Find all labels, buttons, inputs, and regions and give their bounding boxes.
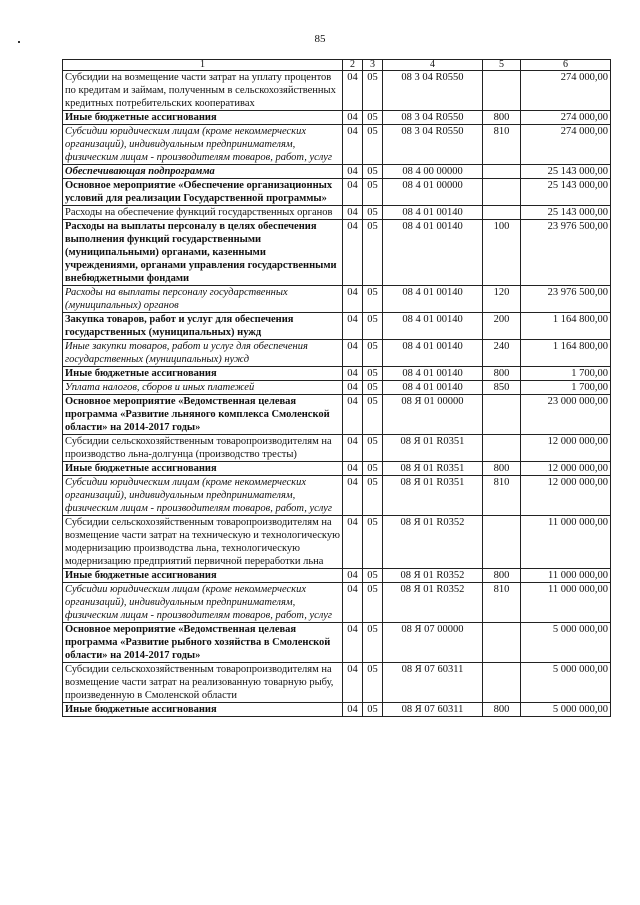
cell-amount: 5 000 000,00 (521, 663, 611, 703)
cell-row-name: Расходы на выплаты персоналу в целях обеспечения выполнения функций государственными (муниципальными) органами, казенными учреждениями, органами управления государственными внебюджетными фондами (63, 220, 343, 286)
cell-row-name: Иные бюджетные ассигнования (63, 111, 343, 125)
cell-code-subsection: 05 (363, 179, 383, 206)
cell-amount: 1 700,00 (521, 367, 611, 381)
cell-amount: 274 000,00 (521, 71, 611, 111)
cell-code-section: 04 (343, 435, 363, 462)
cell-code-section: 04 (343, 476, 363, 516)
table-row (63, 71, 611, 111)
cell-amount: 11 000 000,00 (521, 583, 611, 623)
cell-code-expense-type (483, 71, 521, 111)
cell-row-name: Иные закупки товаров, работ и услуг для обеспечения государственных (муниципальных) нужд (63, 340, 343, 367)
cell-code-expense-type (483, 206, 521, 220)
cell-row-name: Основное мероприятие «Обеспечение организационных условий для реализации Государственной программы» (63, 179, 343, 206)
cell-amount: 25 143 000,00 (521, 165, 611, 179)
cell-code-subsection: 05 (363, 583, 383, 623)
table-row (63, 583, 611, 623)
cell-code-section: 04 (343, 462, 363, 476)
cell-code-section: 04 (343, 623, 363, 663)
cell-code-expense-type: 800 (483, 462, 521, 476)
cell-code-expense-type (483, 165, 521, 179)
cell-amount: 12 000 000,00 (521, 462, 611, 476)
cell-code-expense-type (483, 179, 521, 206)
table-row (63, 220, 611, 286)
cell-code-section: 04 (343, 516, 363, 569)
cell-code-subsection: 05 (363, 125, 383, 165)
cell-code-section: 04 (343, 111, 363, 125)
cell-code-subsection: 05 (363, 623, 383, 663)
header-cell: 2 (343, 60, 363, 71)
cell-amount: 23 000 000,00 (521, 395, 611, 435)
cell-row-name: Субсидии сельскохозяйственным товаропроизводителям на возмещение части затрат на техническую и технологическую модернизацию производства льна, технологическую модернизацию предприятий первичной переработки льна (63, 516, 343, 569)
cell-code-section: 04 (343, 313, 363, 340)
cell-code-expense-type (483, 395, 521, 435)
cell-code-target: 08 Я 01 R0352 (383, 583, 483, 623)
cell-code-expense-type (483, 623, 521, 663)
cell-code-expense-type: 200 (483, 313, 521, 340)
cell-amount: 5 000 000,00 (521, 703, 611, 717)
cell-row-name: Иные бюджетные ассигнования (63, 367, 343, 381)
cell-code-section: 04 (343, 367, 363, 381)
cell-amount: 12 000 000,00 (521, 435, 611, 462)
cell-code-expense-type: 850 (483, 381, 521, 395)
cell-amount: 274 000,00 (521, 125, 611, 165)
table-row (63, 569, 611, 583)
cell-code-expense-type: 800 (483, 703, 521, 717)
cell-row-name: Закупка товаров, работ и услуг для обеспечения государственных (муниципальных) нужд (63, 313, 343, 340)
cell-code-section: 04 (343, 220, 363, 286)
cell-code-section: 04 (343, 340, 363, 367)
cell-amount: 25 143 000,00 (521, 179, 611, 206)
cell-code-target: 08 Я 01 R0352 (383, 569, 483, 583)
cell-code-subsection: 05 (363, 435, 383, 462)
cell-code-expense-type (483, 435, 521, 462)
cell-code-target: 08 4 01 00140 (383, 381, 483, 395)
table-row (63, 516, 611, 569)
cell-code-section: 04 (343, 569, 363, 583)
cell-amount: 25 143 000,00 (521, 206, 611, 220)
table-row (63, 462, 611, 476)
cell-code-target: 08 Я 01 00000 (383, 395, 483, 435)
header-cell: 4 (383, 60, 483, 71)
cell-code-target: 08 4 01 00140 (383, 340, 483, 367)
table-row (63, 125, 611, 165)
cell-code-expense-type: 810 (483, 125, 521, 165)
cell-code-subsection: 05 (363, 381, 383, 395)
cell-amount: 12 000 000,00 (521, 476, 611, 516)
cell-code-subsection: 05 (363, 340, 383, 367)
table-row (63, 179, 611, 206)
cell-code-target: 08 3 04 R0550 (383, 125, 483, 165)
cell-code-target: 08 Я 01 R0351 (383, 435, 483, 462)
cell-code-subsection: 05 (363, 206, 383, 220)
cell-row-name: Субсидии юридическим лицам (кроме некоммерческих организаций), индивидуальным предпринимателям, физическим лицам - производителям товаров, работ, услуг (63, 476, 343, 516)
cell-code-subsection: 05 (363, 462, 383, 476)
cell-code-target: 08 4 01 00140 (383, 220, 483, 286)
cell-row-name: Расходы на выплаты персоналу государственных (муниципальных) органов (63, 286, 343, 313)
cell-code-target: 08 Я 07 60311 (383, 703, 483, 717)
table-row (63, 206, 611, 220)
cell-row-name: Иные бюджетные ассигнования (63, 703, 343, 717)
table-row (63, 381, 611, 395)
cell-amount: 11 000 000,00 (521, 569, 611, 583)
cell-amount: 1 700,00 (521, 381, 611, 395)
cell-amount: 1 164 800,00 (521, 313, 611, 340)
cell-code-target: 08 3 04 R0550 (383, 71, 483, 111)
cell-code-subsection: 05 (363, 367, 383, 381)
cell-code-expense-type: 800 (483, 367, 521, 381)
cell-amount: 5 000 000,00 (521, 623, 611, 663)
cell-amount: 23 976 500,00 (521, 286, 611, 313)
table-row (63, 313, 611, 340)
table-row (63, 476, 611, 516)
cell-code-expense-type (483, 516, 521, 569)
cell-row-name: Основное мероприятие «Ведомственная целевая программа «Развитие рыбного хозяйства в Смоленской области» на 2014-2017 годы» (63, 623, 343, 663)
cell-row-name: Обеспечивающая подпрограмма (63, 165, 343, 179)
cell-code-expense-type: 100 (483, 220, 521, 286)
header-cell: 6 (521, 60, 611, 71)
cell-row-name: Субсидии юридическим лицам (кроме некоммерческих организаций), индивидуальным предпринимателям, физическим лицам - производителям товаров, работ, услуг (63, 125, 343, 165)
header-cell: 1 (63, 60, 343, 71)
cell-code-target: 08 Я 07 60311 (383, 663, 483, 703)
cell-code-target: 08 4 00 00000 (383, 165, 483, 179)
cell-code-subsection: 05 (363, 476, 383, 516)
cell-code-subsection: 05 (363, 313, 383, 340)
cell-code-expense-type: 240 (483, 340, 521, 367)
cell-code-section: 04 (343, 179, 363, 206)
cell-amount: 11 000 000,00 (521, 516, 611, 569)
cell-amount: 1 164 800,00 (521, 340, 611, 367)
cell-code-subsection: 05 (363, 516, 383, 569)
cell-code-section: 04 (343, 381, 363, 395)
cell-code-section: 04 (343, 206, 363, 220)
cell-code-target: 08 3 04 R0550 (383, 111, 483, 125)
table-row (63, 703, 611, 717)
budget-table (62, 59, 611, 717)
cell-code-expense-type (483, 663, 521, 703)
table-row (63, 165, 611, 179)
cell-code-target: 08 4 01 00140 (383, 367, 483, 381)
cell-code-section: 04 (343, 286, 363, 313)
cell-code-target: 08 4 01 00000 (383, 179, 483, 206)
table-row (63, 435, 611, 462)
cell-code-section: 04 (343, 395, 363, 435)
cell-code-section: 04 (343, 663, 363, 703)
cell-code-subsection: 05 (363, 663, 383, 703)
cell-code-target: 08 4 01 00140 (383, 206, 483, 220)
cell-row-name: Субсидии на возмещение части затрат на уплату процентов по кредитам и займам, полученным в сельскохозяйственных кредитных потребительских кооперативах (63, 71, 343, 111)
cell-code-expense-type: 120 (483, 286, 521, 313)
table-row (63, 340, 611, 367)
cell-row-name: Субсидии юридическим лицам (кроме некоммерческих организаций), индивидуальным предпринимателям, физическим лицам - производителям товаров, работ, услуг (63, 583, 343, 623)
table-row (63, 111, 611, 125)
cell-code-subsection: 05 (363, 220, 383, 286)
table-row (63, 367, 611, 381)
table-row (63, 623, 611, 663)
header-cell: 5 (483, 60, 521, 71)
cell-code-subsection: 05 (363, 286, 383, 313)
cell-row-name: Основное мероприятие «Ведомственная целевая программа «Развитие льняного комплекса Смоленской области» на 2014-2017 годы» (63, 395, 343, 435)
cell-row-name: Иные бюджетные ассигнования (63, 569, 343, 583)
cell-code-subsection: 05 (363, 395, 383, 435)
header-cell: 3 (363, 60, 383, 71)
cell-code-expense-type: 810 (483, 583, 521, 623)
cell-code-expense-type: 810 (483, 476, 521, 516)
cell-code-target: 08 4 01 00140 (383, 313, 483, 340)
cell-code-section: 04 (343, 703, 363, 717)
table-row (63, 286, 611, 313)
cell-code-target: 08 Я 01 R0351 (383, 462, 483, 476)
cell-code-section: 04 (343, 583, 363, 623)
cell-code-target: 08 Я 01 R0351 (383, 476, 483, 516)
cell-code-subsection: 05 (363, 569, 383, 583)
cell-row-name: Иные бюджетные ассигнования (63, 462, 343, 476)
cell-code-target: 08 4 01 00140 (383, 286, 483, 313)
cell-row-name: Расходы на обеспечение функций государственных органов (63, 206, 343, 220)
cell-code-section: 04 (343, 71, 363, 111)
table-row (63, 663, 611, 703)
cell-code-subsection: 05 (363, 71, 383, 111)
cell-amount: 274 000,00 (521, 111, 611, 125)
table-header-row (63, 60, 611, 71)
cell-row-name: Субсидии сельскохозяйственным товаропроизводителям на производство льна-долгунца (производство тресты) (63, 435, 343, 462)
cell-code-target: 08 Я 01 R0352 (383, 516, 483, 569)
cell-code-expense-type: 800 (483, 569, 521, 583)
cell-code-subsection: 05 (363, 111, 383, 125)
cell-code-expense-type: 800 (483, 111, 521, 125)
cell-row-name: Субсидии сельскохозяйственным товаропроизводителям на возмещение части затрат на реализованную товарную рыбу, произведенную в Смоленской области (63, 663, 343, 703)
table-row (63, 395, 611, 435)
cell-code-subsection: 05 (363, 703, 383, 717)
cell-row-name: Уплата налогов, сборов и иных платежей (63, 381, 343, 395)
cell-amount: 23 976 500,00 (521, 220, 611, 286)
cell-code-target: 08 Я 07 00000 (383, 623, 483, 663)
cell-code-section: 04 (343, 165, 363, 179)
cell-code-subsection: 05 (363, 165, 383, 179)
cell-code-section: 04 (343, 125, 363, 165)
page-number: 85 (314, 33, 326, 45)
